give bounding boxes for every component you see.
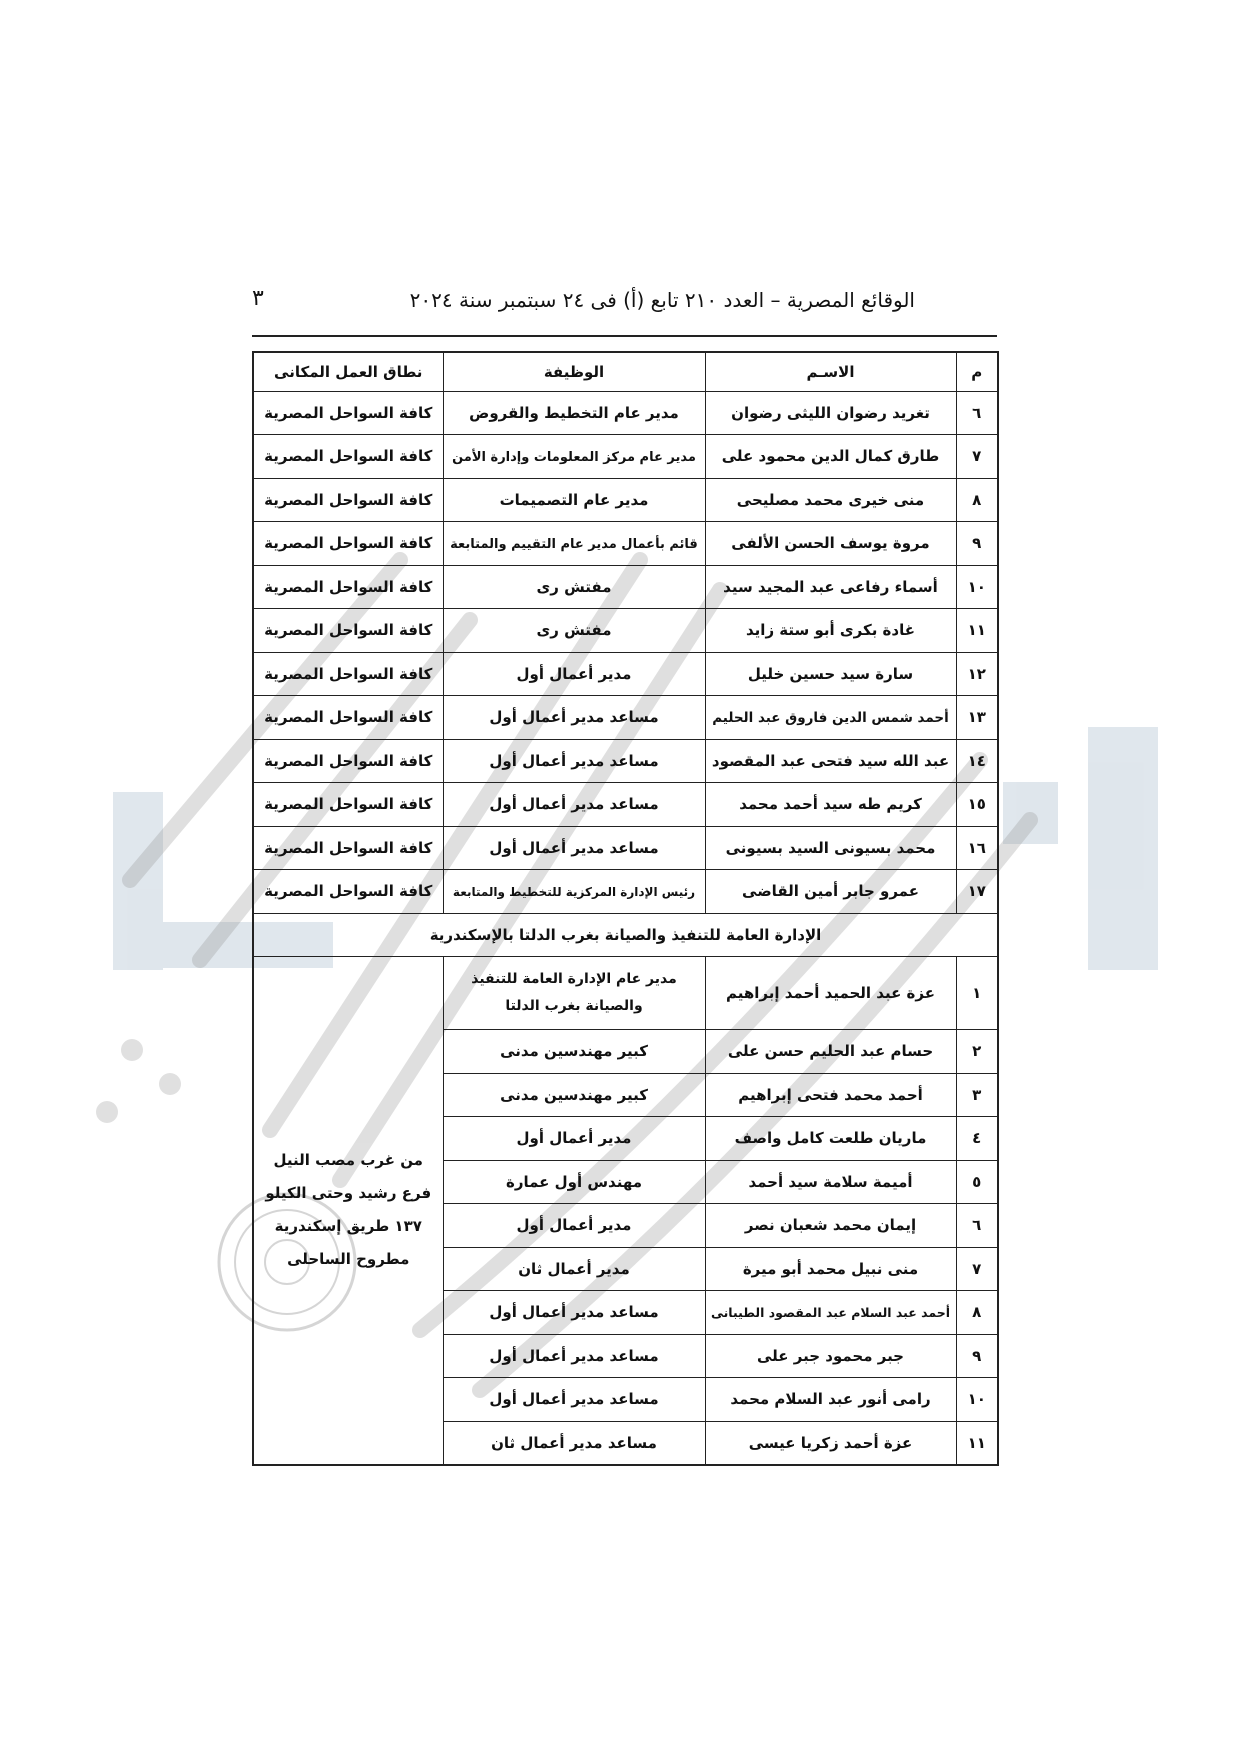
cell-job-text: مساعد مدير أعمال أول bbox=[489, 708, 659, 727]
cell-name-text: كريم طه سيد أحمد محمد bbox=[739, 795, 922, 814]
cell-name-text: عزة أحمد زكريا عيسى bbox=[748, 1433, 913, 1452]
cell-location bbox=[253, 739, 443, 783]
cell-name bbox=[705, 1117, 956, 1161]
cell-name bbox=[705, 1378, 956, 1422]
cell-location-text: كافة السواحل المصرية bbox=[264, 490, 433, 509]
cell-name bbox=[705, 478, 956, 522]
cell-name bbox=[705, 435, 956, 479]
cell-location bbox=[253, 565, 443, 609]
header-rule bbox=[252, 335, 997, 337]
cell-job-text: مدير أعمال أول bbox=[516, 1216, 632, 1235]
cell-number-text: ٤ bbox=[972, 1129, 982, 1148]
section-title: الإدارة العامة للتنفيذ والصيانة بغرب الدلتا بالإسكندرية bbox=[253, 913, 998, 957]
cell-number-text: ١١ bbox=[967, 1433, 986, 1452]
cell-number-text: ١٦ bbox=[967, 838, 986, 857]
table-row bbox=[253, 957, 998, 1030]
cell-location bbox=[253, 609, 443, 653]
cell-number-text: ١٢ bbox=[967, 664, 986, 683]
cell-number-text: ٨ bbox=[972, 1303, 982, 1322]
cell-number bbox=[956, 783, 998, 827]
cell-job-text: مفتش رى bbox=[536, 621, 612, 640]
cell-job bbox=[443, 739, 705, 783]
cell-job-text: مدير عام التخطيط والقروض bbox=[469, 403, 679, 422]
table-row bbox=[253, 783, 998, 827]
cell-job bbox=[443, 435, 705, 479]
cell-location-text: كافة السواحل المصرية bbox=[264, 403, 433, 422]
cell-job bbox=[443, 652, 705, 696]
watermark-dot bbox=[159, 1073, 181, 1095]
cell-location-text: كافة السواحل المصرية bbox=[264, 751, 433, 770]
cell-number bbox=[956, 435, 998, 479]
cell-job bbox=[443, 870, 705, 914]
cell-name bbox=[705, 1160, 956, 1204]
cell-job-text: كبير مهندسين مدنى bbox=[500, 1085, 648, 1104]
cell-number-text: ٣ bbox=[972, 1085, 982, 1104]
cell-number bbox=[956, 1204, 998, 1248]
cell-name-text: تغريد رضوان الليثى رضوان bbox=[731, 403, 930, 422]
cell-job-text: مساعد مدير أعمال أول bbox=[489, 1390, 659, 1409]
cell-name bbox=[705, 652, 956, 696]
cell-name-text: إيمان محمد شعبان نصر bbox=[744, 1216, 917, 1235]
cell-name bbox=[705, 565, 956, 609]
cell-name-text: أحمد عبد السلام عبد المقصود الطيبانى bbox=[710, 1305, 951, 1321]
cell-job-text: مساعد مدير أعمال أول bbox=[489, 795, 659, 814]
cell-name bbox=[705, 1247, 956, 1291]
cell-job-text: رئيس الإدارة المركزية للتخطيط والمتابعة bbox=[452, 885, 696, 900]
cell-job bbox=[443, 1334, 705, 1378]
page-number: ٣ bbox=[252, 286, 264, 311]
column-header-number: م bbox=[956, 352, 998, 391]
table-row bbox=[253, 391, 998, 435]
location-line: فرع رشيد وحتى الكيلو bbox=[265, 1184, 432, 1203]
cell-number-text: ٩ bbox=[972, 534, 982, 553]
cell-name-text: عزة عبد الحميد أحمد إبراهيم bbox=[726, 984, 935, 1002]
cell-number bbox=[956, 1073, 998, 1117]
cell-number bbox=[956, 522, 998, 566]
cell-job-text: مدير عام مركز المعلومات وإدارة الأمن bbox=[452, 450, 696, 466]
cell-number-text: ٢ bbox=[972, 1042, 982, 1061]
cell-number-text: ١٥ bbox=[967, 795, 986, 814]
location-line: من غرب مصب النيل bbox=[273, 1151, 423, 1170]
table-row bbox=[253, 478, 998, 522]
cell-job-text: مساعد مدير أعمال أول bbox=[489, 1303, 659, 1322]
section-1-rows bbox=[253, 391, 998, 913]
cell-number bbox=[956, 652, 998, 696]
cell-name bbox=[705, 739, 956, 783]
cell-name bbox=[705, 1204, 956, 1248]
cell-job-text: مهندس أول عمارة bbox=[505, 1172, 643, 1191]
cell-name-text: منى نبيل محمد أبو ميرة bbox=[742, 1259, 919, 1278]
cell-location bbox=[253, 826, 443, 870]
cell-job-text: قائم بأعمال مدير عام التقييم والمتابعة bbox=[450, 537, 698, 553]
cell-location-merged bbox=[253, 957, 443, 1465]
section-title-row bbox=[253, 913, 998, 957]
cell-number-text: ١٧ bbox=[967, 882, 986, 901]
cell-location-text: كافة السواحل المصرية bbox=[264, 621, 433, 640]
cell-number-text: ٦ bbox=[972, 403, 982, 422]
cell-job bbox=[443, 1247, 705, 1291]
column-header-job: الوظيفة bbox=[443, 352, 705, 391]
table-row bbox=[253, 522, 998, 566]
table-row bbox=[253, 565, 998, 609]
cell-job bbox=[443, 1204, 705, 1248]
cell-job-text: مدير أعمال أول bbox=[516, 1129, 632, 1148]
location-line: مطروح الساحلى bbox=[287, 1250, 410, 1269]
cell-number bbox=[956, 826, 998, 870]
cell-number bbox=[956, 1247, 998, 1291]
cell-name-text: طارق كمال الدين محمود على bbox=[721, 447, 940, 466]
cell-number bbox=[956, 478, 998, 522]
cell-job bbox=[443, 478, 705, 522]
cell-number-text: ١٤ bbox=[967, 751, 986, 770]
cell-job-text: مساعد مدير أعمال ثان bbox=[491, 1433, 657, 1452]
cell-job bbox=[443, 1378, 705, 1422]
cell-number bbox=[956, 1030, 998, 1074]
cell-number-text: ١٠ bbox=[967, 577, 986, 596]
table-header-row bbox=[253, 352, 998, 391]
cell-job bbox=[443, 957, 705, 1030]
watermark-bar bbox=[1088, 727, 1158, 970]
cell-name-text: سارة سيد حسين خليل bbox=[747, 664, 914, 683]
cell-job bbox=[443, 1030, 705, 1074]
cell-number bbox=[956, 696, 998, 740]
cell-location-text: كافة السواحل المصرية bbox=[264, 534, 433, 553]
cell-number-text: ١٣ bbox=[967, 708, 986, 727]
cell-number-text: ٩ bbox=[972, 1346, 982, 1365]
cell-number bbox=[956, 1160, 998, 1204]
cell-number-text: ١١ bbox=[967, 621, 986, 640]
cell-job bbox=[443, 1291, 705, 1335]
cell-number bbox=[956, 565, 998, 609]
cell-number bbox=[956, 1334, 998, 1378]
cell-number-text: ١ bbox=[972, 984, 982, 1002]
cell-location bbox=[253, 870, 443, 914]
cell-name bbox=[705, 522, 956, 566]
cell-name-text: عمرو جابر أمين القاضى bbox=[742, 882, 919, 901]
cell-job bbox=[443, 1421, 705, 1465]
cell-location-text: كافة السواحل المصرية bbox=[264, 708, 433, 727]
cell-location bbox=[253, 522, 443, 566]
cell-job-text: مساعد مدير أعمال أول bbox=[489, 1346, 659, 1365]
cell-job bbox=[443, 826, 705, 870]
cell-name-text: ماريان طلعت كامل واصف bbox=[734, 1129, 927, 1148]
cell-job-text: مدير عام التصميمات bbox=[499, 490, 649, 509]
cell-job-text: مدير أعمال ثان bbox=[518, 1259, 630, 1278]
cell-job bbox=[443, 1160, 705, 1204]
cell-number bbox=[956, 1117, 998, 1161]
cell-name bbox=[705, 870, 956, 914]
appointments-table bbox=[252, 351, 999, 1466]
cell-number bbox=[956, 957, 998, 1030]
cell-number-text: ٦ bbox=[972, 1216, 982, 1235]
cell-name-text: أميمة سلامة سيد أحمد bbox=[748, 1172, 913, 1191]
table-row bbox=[253, 826, 998, 870]
cell-name-text: جبر محمود جبر على bbox=[757, 1346, 904, 1365]
cell-job-text: كبير مهندسين مدنى bbox=[500, 1042, 648, 1061]
cell-job bbox=[443, 1073, 705, 1117]
cell-number bbox=[956, 870, 998, 914]
cell-name-text: محمد بسيونى السيد بسيونى bbox=[725, 838, 936, 857]
cell-location bbox=[253, 478, 443, 522]
cell-job-text: مساعد مدير أعمال أول bbox=[489, 751, 659, 770]
cell-location-text: كافة السواحل المصرية bbox=[264, 577, 433, 596]
cell-job bbox=[443, 391, 705, 435]
cell-number-text: ٧ bbox=[972, 447, 982, 466]
cell-name-text: مروة يوسف الحسن الألفى bbox=[731, 534, 930, 553]
cell-number bbox=[956, 1291, 998, 1335]
cell-location bbox=[253, 783, 443, 827]
cell-name bbox=[705, 1421, 956, 1465]
cell-number-text: ٥ bbox=[972, 1172, 982, 1191]
table-row bbox=[253, 696, 998, 740]
cell-name bbox=[705, 1073, 956, 1117]
cell-job bbox=[443, 783, 705, 827]
cell-name-text: رامى أنور عبد السلام محمد bbox=[730, 1390, 931, 1409]
table-row bbox=[253, 739, 998, 783]
table-row bbox=[253, 435, 998, 479]
cell-name-text: غادة بكرى أبو ستة زايد bbox=[746, 621, 915, 640]
table-row bbox=[253, 609, 998, 653]
cell-name bbox=[705, 696, 956, 740]
cell-location bbox=[253, 652, 443, 696]
cell-number bbox=[956, 391, 998, 435]
cell-name bbox=[705, 783, 956, 827]
cell-job-text: مساعد مدير أعمال أول bbox=[489, 838, 659, 857]
table-row bbox=[253, 652, 998, 696]
cell-number bbox=[956, 1421, 998, 1465]
cell-job bbox=[443, 522, 705, 566]
watermark-dot bbox=[96, 1101, 118, 1123]
cell-name bbox=[705, 1030, 956, 1074]
location-line: ١٣٧ طريق إسكندرية bbox=[274, 1217, 422, 1236]
issue-title: الوقائع المصرية – العدد ٢١٠ تابع (أ) فى ٢٤ سبتمبر سنة ٢٠٢٤ bbox=[409, 288, 915, 312]
cell-name bbox=[705, 609, 956, 653]
cell-name-text: منى خيرى محمد مصليحى bbox=[736, 490, 925, 509]
cell-job-text: مدير أعمال أول bbox=[516, 664, 632, 683]
cell-number-text: ٧ bbox=[972, 1259, 982, 1278]
cell-job-text: مفتش رى bbox=[536, 577, 612, 596]
cell-number bbox=[956, 609, 998, 653]
cell-location bbox=[253, 435, 443, 479]
cell-number bbox=[956, 739, 998, 783]
cell-location-text: كافة السواحل المصرية bbox=[264, 882, 433, 901]
cell-number-text: ١٠ bbox=[967, 1390, 986, 1409]
cell-location-text: كافة السواحل المصرية bbox=[264, 664, 433, 683]
cell-name bbox=[705, 1334, 956, 1378]
cell-name bbox=[705, 391, 956, 435]
section-2-rows bbox=[253, 913, 998, 1465]
cell-job bbox=[443, 609, 705, 653]
cell-name-text: حسام عبد الحليم حسن على bbox=[727, 1042, 934, 1061]
cell-location-text: كافة السواحل المصرية bbox=[264, 795, 433, 814]
table-row bbox=[253, 870, 998, 914]
running-header bbox=[0, 0, 1240, 340]
cell-name bbox=[705, 826, 956, 870]
column-header-location: نطاق العمل المكانى bbox=[253, 352, 443, 391]
cell-job bbox=[443, 1117, 705, 1161]
cell-number-text: ٨ bbox=[972, 490, 982, 509]
cell-name-text: أحمد محمد فتحى إبراهيم bbox=[738, 1085, 923, 1104]
column-header-name: الاسـم bbox=[705, 352, 956, 391]
watermark-dot bbox=[121, 1039, 143, 1061]
cell-location-text: كافة السواحل المصرية bbox=[264, 838, 433, 857]
cell-location bbox=[253, 696, 443, 740]
cell-number bbox=[956, 1378, 998, 1422]
cell-job bbox=[443, 696, 705, 740]
cell-location bbox=[253, 391, 443, 435]
cell-job bbox=[443, 565, 705, 609]
cell-name-text: عبد الله سيد فتحى عبد المقصود bbox=[711, 751, 950, 770]
cell-name bbox=[705, 957, 956, 1030]
cell-job-text: مدير عام الإدارة العامة للتنفيذ والصيانة بغرب الدلتا bbox=[471, 971, 677, 1014]
cell-name-text: أسماء رفاعى عبد المجيد سيد bbox=[723, 577, 938, 596]
cell-location-text: كافة السواحل المصرية bbox=[264, 447, 433, 466]
cell-name bbox=[705, 1291, 956, 1335]
cell-name-text: أحمد شمس الدين فاروق عبد الحليم bbox=[712, 710, 949, 727]
